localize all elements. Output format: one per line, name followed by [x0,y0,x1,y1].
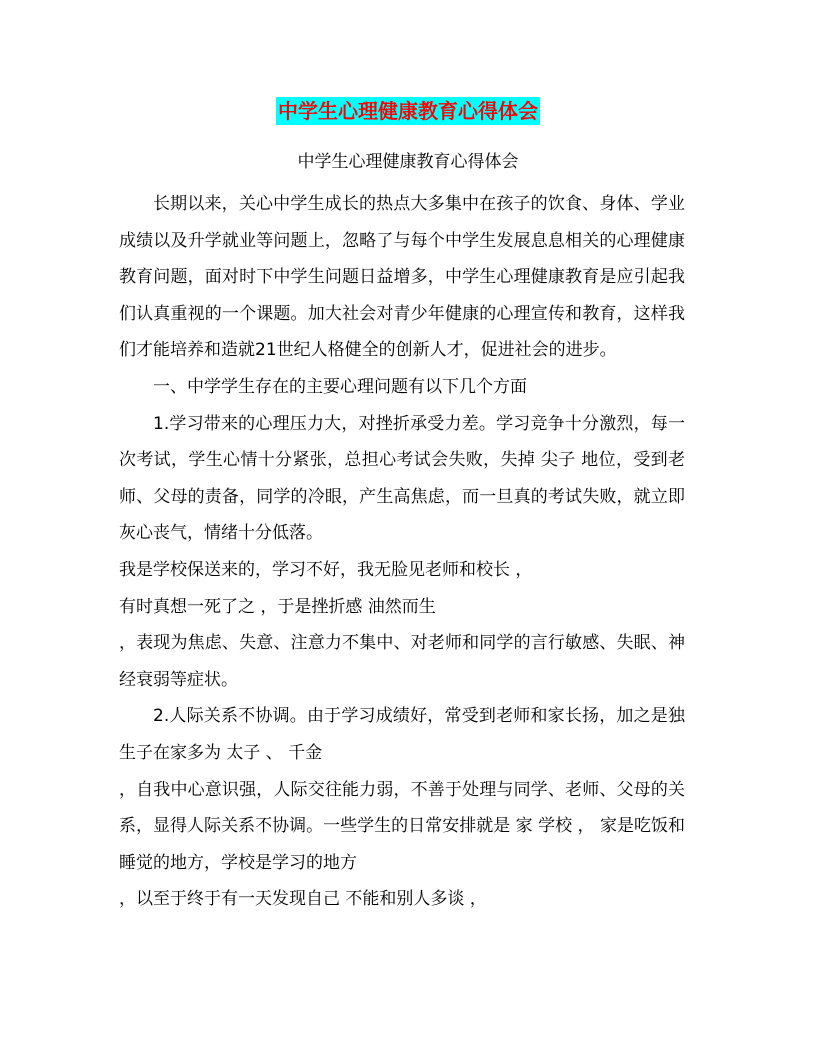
document-title: 中学生心理健康教育心得体会 [278,99,538,123]
paragraph-intro: 长期以来，关心中学生成长的热点大多集中在孩子的饮食、身体、学业成绩以及升学就业等问题上，忽略了与每个中学生发展息息相关的心理健康教育问题，面对时下中学生问题日益增多，中学生心理健康教育是应引起我们认真重视的一个课题。加大社会对青少年健康的心理宣传和教育，这样我们才能培养和造就21世纪人格健全的创新人才，促进社会的进步。 [119,194,685,361]
section-heading: 一、中学学生存在的主要心理问题有以下几个方面 [153,376,527,397]
document-subtitle: 中学生心理健康教育心得体会 [297,152,519,172]
document-body [119,186,685,918]
paragraph-point-1: 1.学习带来的心理压力大，对挫折承受力差。学习竞争十分激烈，每一次考试，学生心情十分紧张，总担心考试会失败，失掉 尖子 地位，受到老师、父母的责备，同学的冷眼，产生高焦虑，而一旦真的考试失败，就立即灰心丧气，情绪十分低落。 [119,413,685,544]
paragraph-point-2: 2.人际关系不协调。由于学习成绩好，常受到老师和家长扬，加之是独生子在家多为 太子 、 千金 [119,706,685,763]
quote-line-2: 有时真想一死了之 ，于是挫折感 油然而生 [119,596,436,617]
paragraph-final: ，以至于终于有一天发现自己 不能和别人多谈 ， [119,889,487,910]
paragraph-relations: ，自我中心意识强，人际交往能力弱，不善于处理与同学、老师、父母的关系，显得人际关系不协调。一些学生的日常安排就是 家 学校 ， 家是吃饭和睡觉的地方，学校是学习的地方 [119,779,685,873]
quote-line-1: 我是学校保送来的，学习不好，我无脸见老师和校长 ， [119,559,533,580]
paragraph-symptoms: ，表现为焦虑、失意、注意力不集中、对老师和同学的言行敏感、失眠、神经衰弱等症状。 [119,633,685,690]
title-wrap [0,97,816,125]
